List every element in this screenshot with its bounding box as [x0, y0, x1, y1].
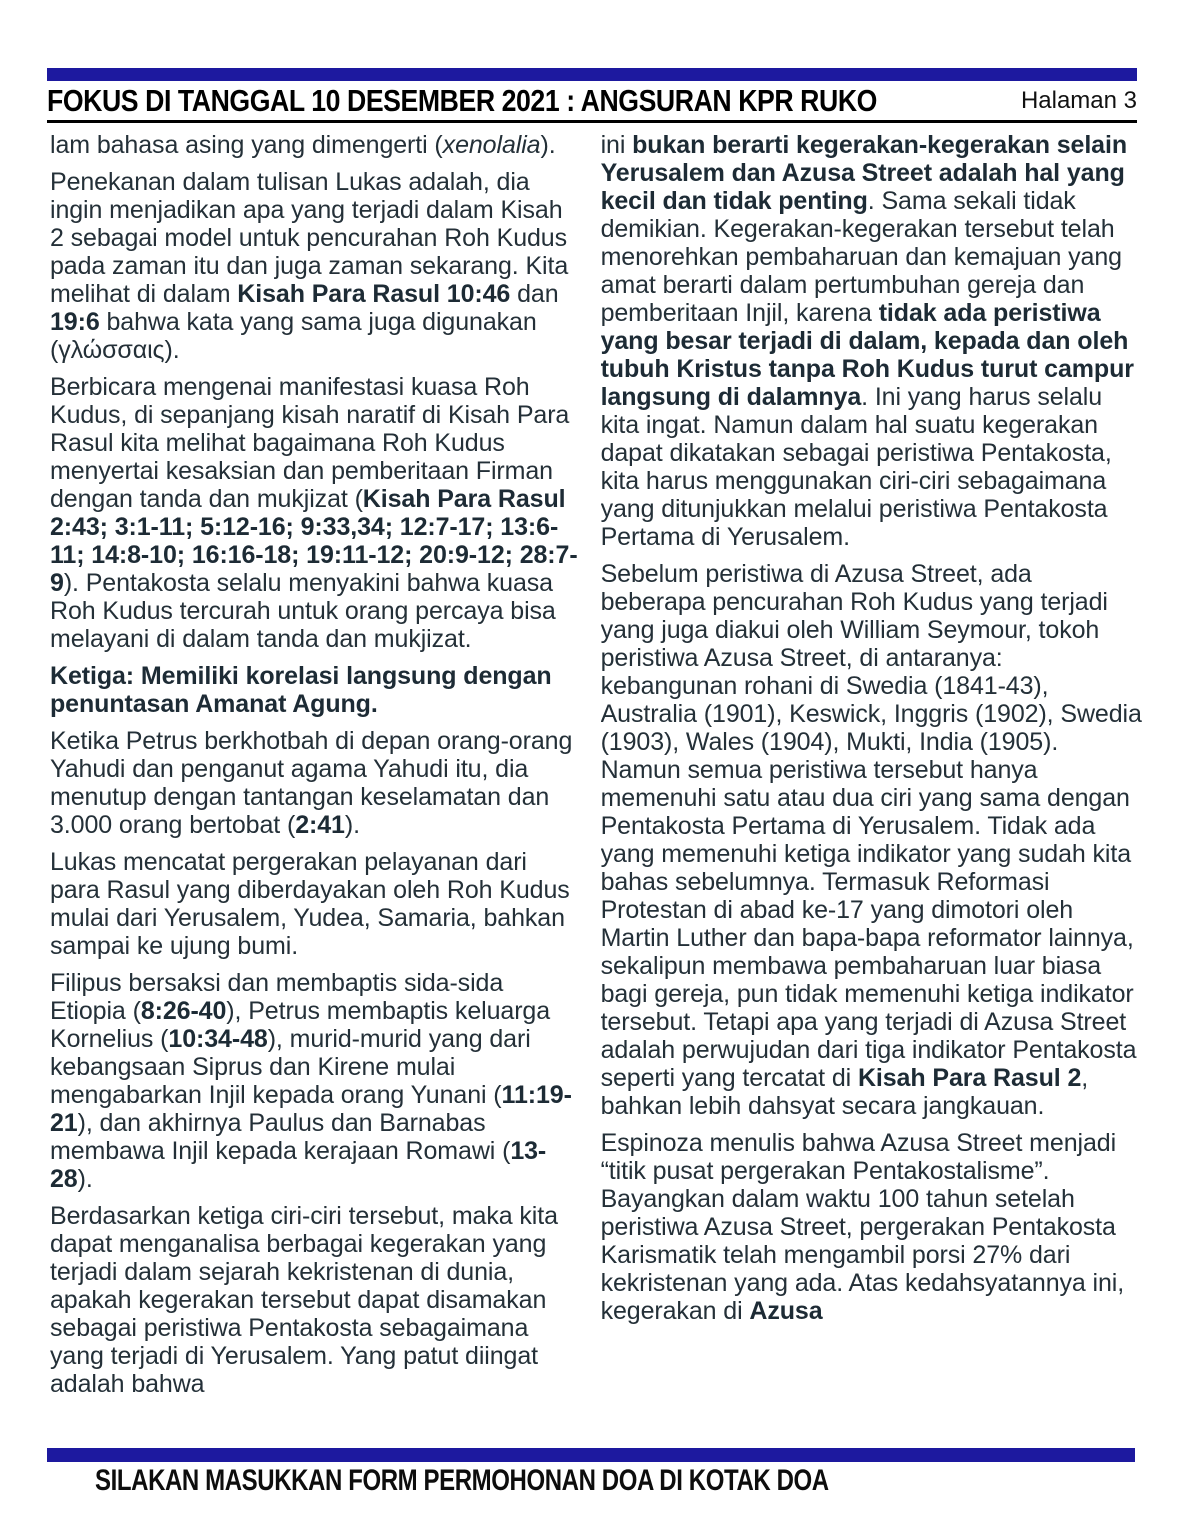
paragraph: Penekanan dalam tulisan Lukas adalah, dia ingin menjadikan apa yang terjadi dalam Kisah 2 sebagai model untuk pencurahan Roh Kudus pada zaman itu dan juga zaman sekarang. Kita melihat di dalam Kisah Para Rasul 10:46 dan 19:6 bahwa kata yang sama juga digunakan (γλώσσαις). [50, 168, 569, 364]
column-left [50, 131, 579, 1439]
paragraph: Filipus bersaksi dan membaptis sida-sida Etiopia (8:26-40), Petrus membaptis keluarga Kornelius (10:34-48), murid-murid yang dari kebangsaan Siprus dan Kirene mulai mengabarkan Injil kepada orang Yunani (11:19-21), dan akhirnya Paulus dan Barnabas membawa Injil kepada kerajaan Romawi (13-28). [50, 969, 572, 1193]
column-right [601, 131, 1142, 1439]
header-divider [47, 120, 1137, 123]
paragraph: lam bahasa asing yang dimengerti (xenolalia). [50, 131, 556, 159]
page-header [47, 84, 1137, 118]
footer-text: SILAKAN MASUKKAN FORM PERMOHONAN DOA DI KOTAK DOA [95, 1464, 829, 1497]
top-blue-bar [47, 68, 1137, 81]
paragraph: Berbicara mengenai manifestasi kuasa Roh Kudus, di sepanjang kisah naratif di Kisah Para Rasul kita melihat bagaimana Roh Kudus menyertai kesaksian dan pemberitaan Firman dengan tanda dan mukjizat (Kisah Para Rasul 2:43; 3:1-11; 5:12-16; 9:33,34; 12:7-17; 13:6-11; 14:8-10; 16:16-18; 19:11-12; 20:9-12; 28:7-9). Pentakosta selalu menyakini bahwa kuasa Roh Kudus tercurah untuk orang percaya bisa melayani di dalam tanda dan mukjizat. [50, 373, 578, 653]
paragraph: Lukas mencatat pergerakan pelayanan dari para Rasul yang diberdayakan oleh Roh Kudus mulai dari Yerusalem, Yudea, Samaria, bahkan sampai ke ujung bumi. [50, 848, 570, 960]
paragraph: ini bukan berarti kegerakan-kegerakan selain Yerusalem dan Azusa Street adalah hal yang kecil dan tidak penting. Sama sekali tidak demikian. Kegerakan-kegerakan tersebut telah menorehkan pembaharuan dan kemajuan yang amat berarti dalam pertumbuhan gereja dan pemberitaan Injil, karena tidak ada peristiwa yang besar terjadi di dalam, kepada dan oleh tubuh Kristus tanpa Roh Kudus turut campur langsung di dalamnya. Ini yang harus selalu kita ingat. Namun dalam hal suatu kegerakan dapat dikatakan sebagai peristiwa Pentakosta, kita harus menggunakan ciri-ciri sebagaimana yang ditunjukkan melalui peristiwa Pentakosta Pertama di Yerusalem. [600, 131, 1134, 551]
page-title: FOKUS DI TANGGAL 10 DESEMBER 2021 : ANGSURAN KPR RUKO [47, 83, 877, 118]
article-body [50, 131, 1142, 1439]
bottom-blue-bar [47, 1448, 1135, 1462]
paragraph: Ketiga: Memiliki korelasi langsung dengan penuntasan Amanat Agung. [50, 662, 552, 718]
paragraph: Berdasarkan ketiga ciri-ciri tersebut, maka kita dapat menganalisa berbagai kegerakan yang terjadi dalam sejarah kekristenan di dunia, apakah kegerakan tersebut dapat disamakan sebagai peristiwa Pentakosta sebagaimana yang terjadi di Yerusalem. Yang patut diingat adalah bahwa [50, 1202, 558, 1398]
page-number: Halaman 3 [1020, 87, 1137, 114]
paragraph: Sebelum peristiwa di Azusa Street, ada beberapa pencurahan Roh Kudus yang terjadi yang juga diakui oleh William Seymour, tokoh peristiwa Azusa Street, di antaranya: kebangunan rohani di Swedia (1841-43), Australia (1901), Keswick, Inggris (1902), Swedia (1903), Wales (1904), Mukti, India (1905). Namun semua peristiwa tersebut hanya memenuhi satu atau dua ciri yang sama dengan Pentakosta Pertama di Yerusalem. Tidak ada yang memenuhi ketiga indikator yang sudah kita bahas sebelumnya. Termasuk Reformasi Protestan di abad ke-17 yang dimotori oleh Martin Luther dan bapa-bapa reformator lainnya, sekalipun membawa pembaharuan luar biasa bagi gereja, pun tidak memenuhi ketiga indikator tersebut. Tetapi apa yang terjadi di Azusa Street adalah perwujudan dari tiga indikator Pentakosta seperti yang tercatat di Kisah Para Rasul 2, bahkan lebih dahsyat secara jangkauan. [600, 560, 1142, 1120]
paragraph: Ketika Petrus berkhotbah di depan orang-orang Yahudi dan penganut agama Yahudi itu, dia menutup dengan tantangan keselamatan dan 3.000 orang bertobat (2:41). [50, 727, 573, 839]
paragraph: Espinoza menulis bahwa Azusa Street menjadi “titik pusat pergerakan Pentakostalisme”. Bayangkan dalam waktu 100 tahun setelah peristiwa Azusa Street, pergerakan Pentakosta Karismatik telah mengambil porsi 27% dari kekristenan yang ada. Atas kedahsyatannya ini, kegerakan di Azusa [600, 1129, 1125, 1325]
